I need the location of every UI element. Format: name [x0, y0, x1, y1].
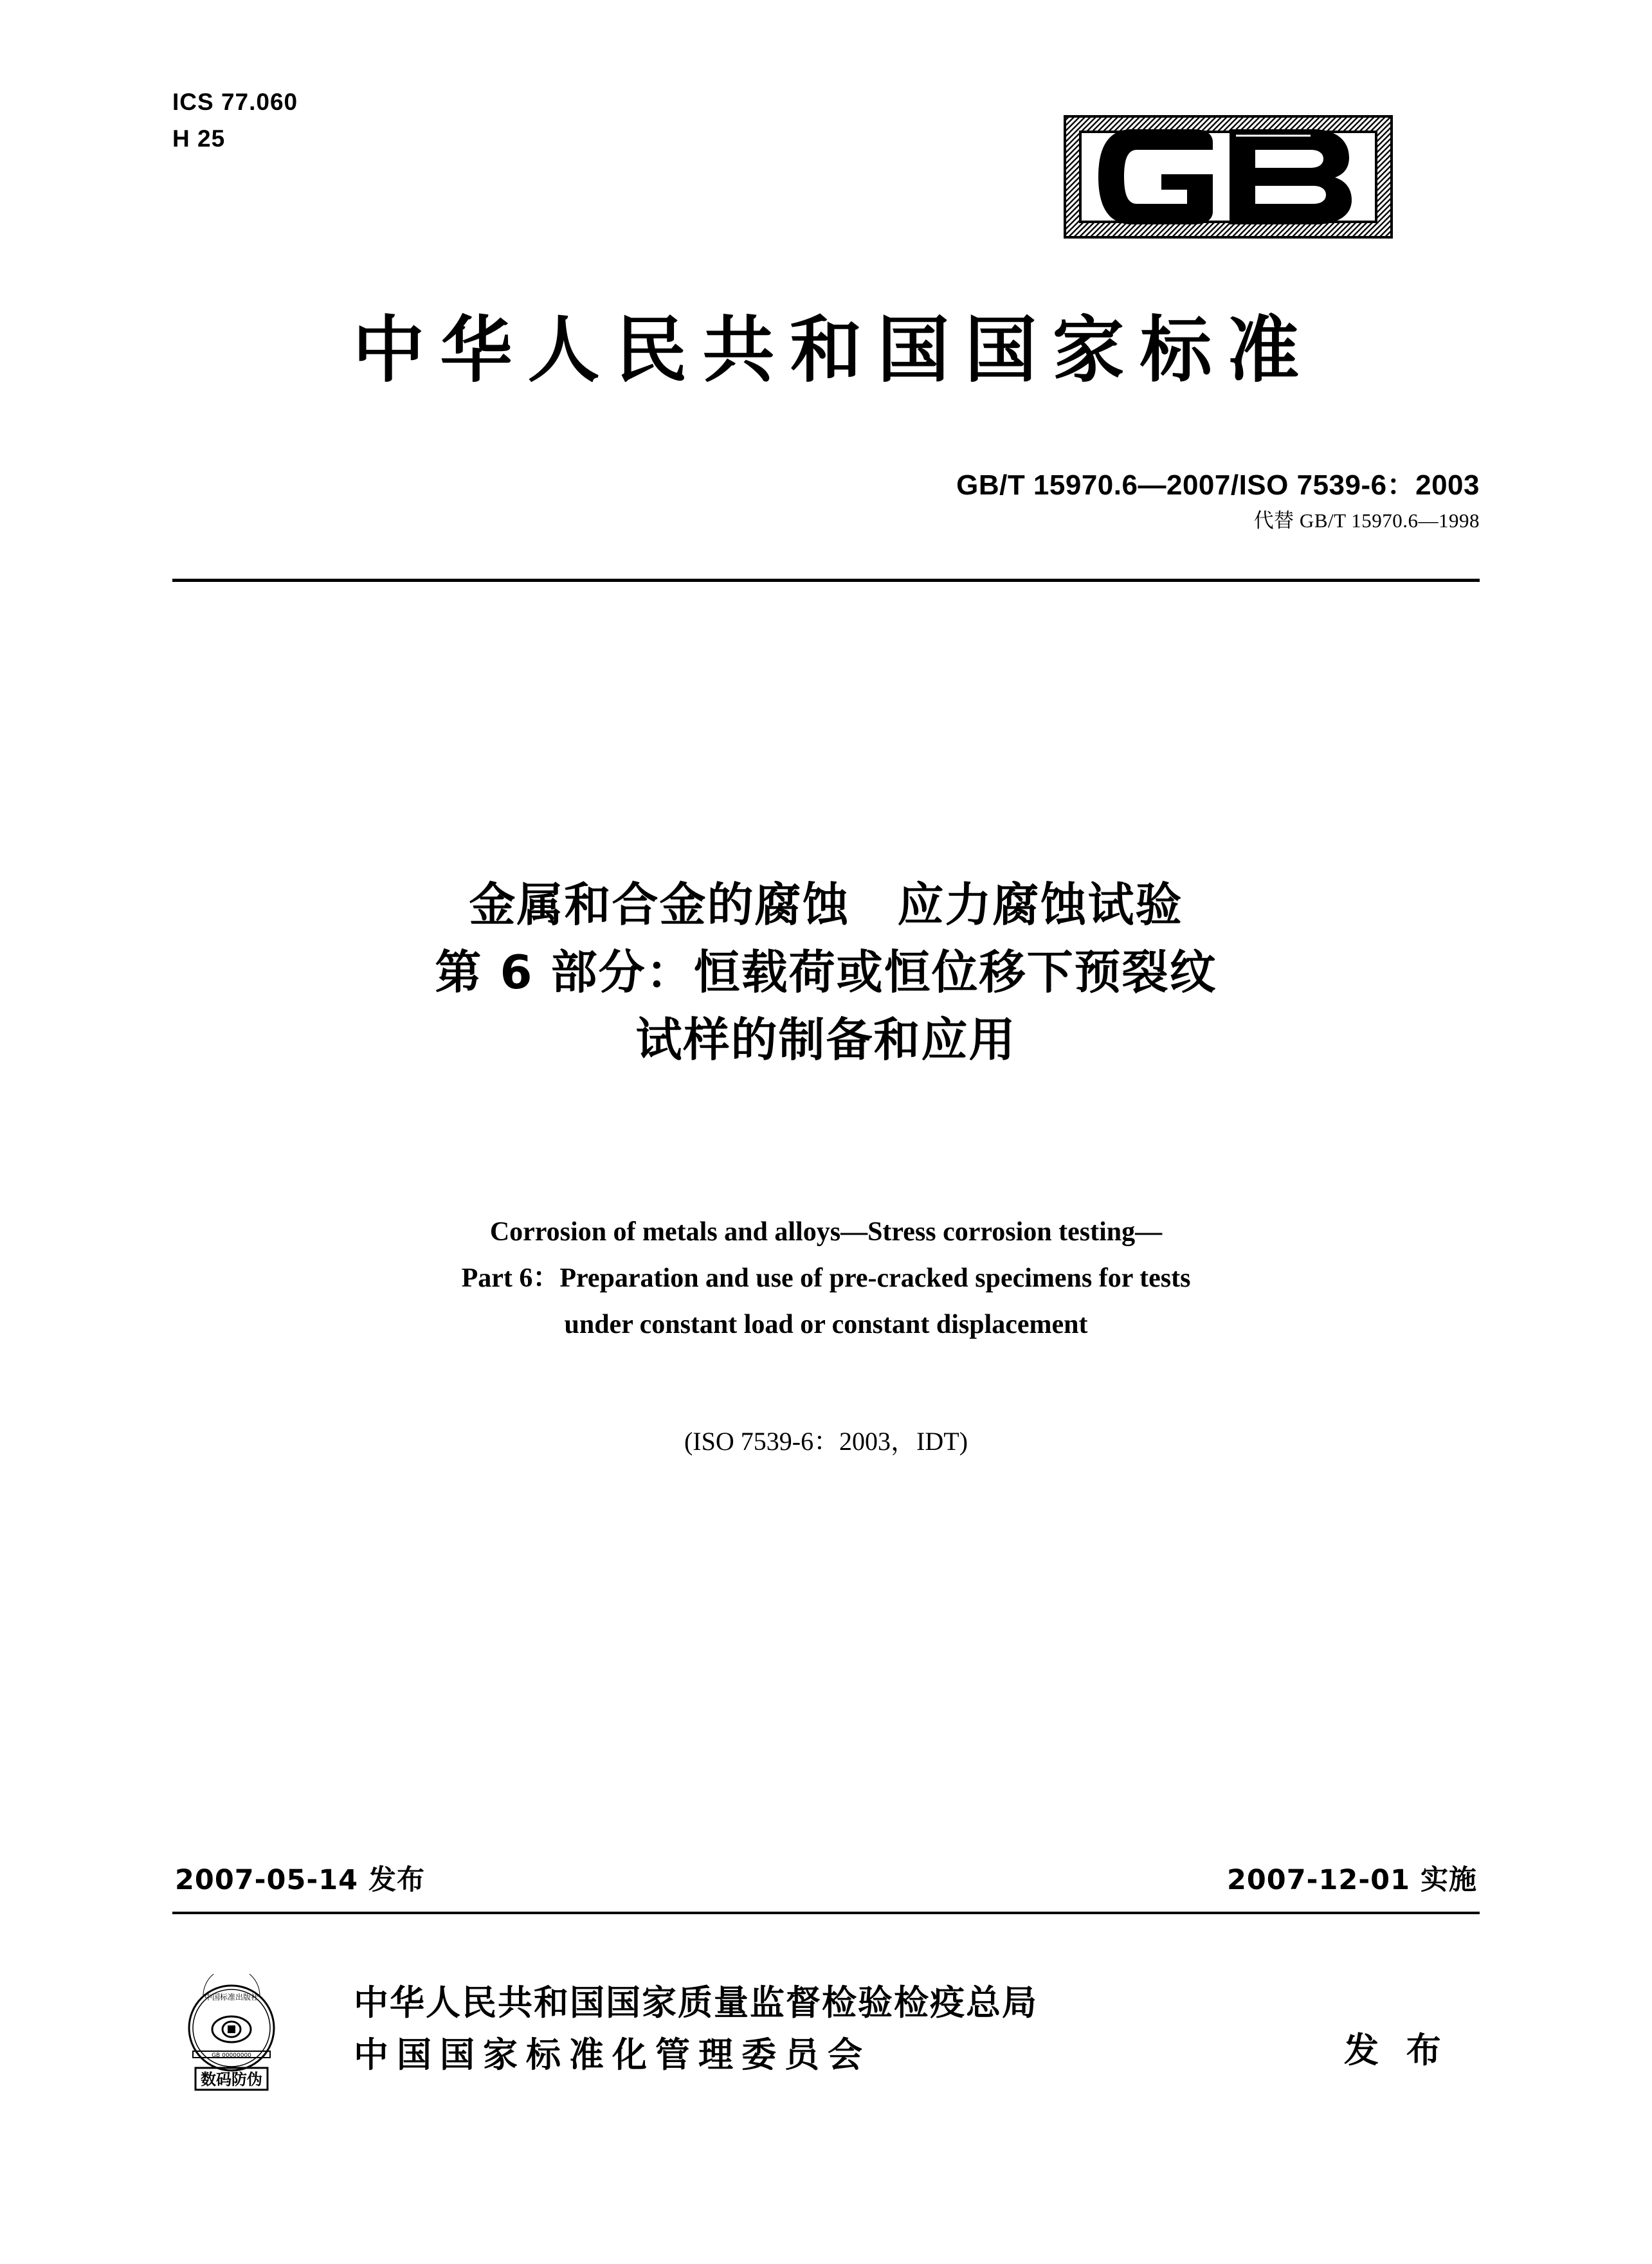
title-english — [193, 1209, 1459, 1348]
title-english-line-1: Corrosion of metals and alloys—Stress corrosion testing— — [489, 1217, 1163, 1247]
title-english-line-2: Part 6：Preparation and use of pre-cracked specimens for tests — [461, 1263, 1191, 1294]
classification-block — [172, 84, 298, 158]
header-divider — [172, 579, 1480, 582]
effective-date: 2007-12-01 实施 — [1226, 1864, 1477, 1896]
title-chinese-line-2: 第 6 部分：恒载荷或恒位移下预裂纹 — [435, 945, 1217, 1000]
issue-date: 2007-05-14 发布 — [175, 1864, 426, 1896]
title-english-line-3: under constant load or constant displacement — [564, 1310, 1088, 1340]
title-chinese — [193, 871, 1459, 1074]
issuer-line-1: 中华人民共和国国家质量监督检验检疫总局 — [354, 1982, 1038, 2023]
standard-number: GB/T 15970.6—2007/ISO 7539-6：2003 — [956, 469, 1480, 501]
gb-logo-icon — [1061, 113, 1395, 241]
title-chinese-line-3: 试样的制备和应用 — [635, 1013, 1017, 1067]
ics-code: ICS 77.060 — [172, 89, 298, 115]
issuer-footer — [161, 1968, 1491, 2115]
title-chinese-line-1: 金属和合金的腐蚀 应力腐蚀试验 — [469, 878, 1183, 932]
issuing-authorities — [354, 1977, 1038, 2081]
svg-text:数码防伪: 数码防伪 — [201, 2070, 262, 2088]
iso-equivalence-note: (ISO 7539-6：2003，IDT) — [684, 1427, 968, 1456]
replaced-standard: 代替 GB/T 15970.6—1998 — [1253, 509, 1480, 532]
svg-text:中国标准出版社: 中国标准出版社 — [204, 1993, 259, 2002]
national-standard-header: 中华人民共和国国家标准 — [352, 309, 1315, 392]
ccs-code: H 25 — [172, 125, 226, 152]
svg-text:GB 00000000: GB 00000000 — [212, 2052, 251, 2059]
issuer-line-2: 中国国家标准化管理委员会 — [354, 2034, 871, 2075]
publisher-seal-icon — [167, 1974, 296, 2103]
publish-label: 发 布 — [1344, 2030, 1449, 2070]
footer-divider — [172, 1912, 1480, 1914]
